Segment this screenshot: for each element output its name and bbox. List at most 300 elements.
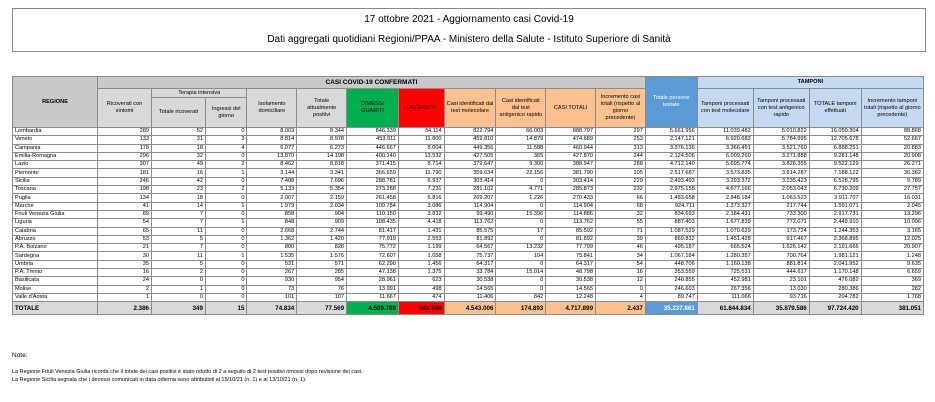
value-cell: 23: [152, 186, 206, 194]
value-cell: 13.030: [753, 285, 809, 293]
value-cell: 5.695.774: [697, 161, 753, 169]
value-cell: 2.034: [297, 202, 347, 210]
value-cell: 6.730.209: [809, 186, 861, 194]
value-cell: 181: [98, 169, 152, 177]
header-casi-totali: CASI TOTALI: [546, 89, 596, 128]
value-cell: 62.290: [347, 260, 399, 268]
value-cell: 4.712.140: [645, 161, 697, 169]
value-cell: 834.693: [645, 210, 697, 218]
value-cell: 15.396: [496, 210, 546, 218]
value-cell: 270.433: [546, 194, 596, 202]
value-cell: 1.768: [861, 293, 923, 301]
value-cell: 1.658: [398, 252, 444, 260]
value-cell: 1.981.121: [809, 252, 861, 260]
value-cell: 288.781: [347, 177, 399, 185]
notes-label: Note:: [12, 352, 28, 359]
value-cell: 14.879: [496, 136, 546, 144]
region-name-cell: Marche: [13, 202, 98, 210]
value-cell: 261.458: [347, 194, 399, 202]
value-cell: 26.271: [861, 161, 923, 169]
value-cell: 5.010.822: [753, 128, 809, 136]
value-cell: 0: [596, 285, 646, 293]
value-cell: 13.232: [496, 244, 546, 252]
value-cell: 822.794: [444, 128, 496, 136]
value-cell: 1.576: [297, 252, 347, 260]
value-cell: 72.607: [347, 252, 399, 260]
table-row: [13, 277, 924, 285]
value-cell: 41: [98, 202, 152, 210]
value-cell: 8.714: [398, 161, 444, 169]
value-cell: 281.102: [444, 186, 496, 194]
value-cell: 104: [496, 252, 546, 260]
value-cell: 6.937: [398, 177, 444, 185]
value-cell: 359.634: [444, 169, 496, 177]
value-cell: 1.226: [496, 194, 546, 202]
value-cell: 5.784.995: [753, 136, 809, 144]
value-cell: 16.050.304: [809, 128, 861, 136]
header-casi-confermati: CASI COVID-19 CONFERMATI: [98, 77, 646, 89]
value-cell: 2.368.895: [809, 235, 861, 243]
value-cell: 71: [596, 227, 646, 235]
value-cell: 400.140: [347, 152, 399, 160]
value-cell: 0: [205, 260, 247, 268]
value-cell: 2: [152, 269, 206, 277]
value-cell: 9.281.148: [809, 152, 861, 160]
value-cell: 20.908: [861, 152, 923, 160]
value-cell: 2.975.158: [645, 186, 697, 194]
value-cell: 49: [152, 161, 206, 169]
value-cell: 11.667: [347, 293, 399, 301]
value-cell: 12.705.678: [809, 136, 861, 144]
value-cell: 349: [152, 302, 206, 315]
value-cell: 0: [205, 194, 247, 202]
value-cell: 9.789: [861, 177, 923, 185]
value-cell: 46: [596, 244, 646, 252]
value-cell: 460.944: [546, 144, 596, 152]
value-cell: 39: [596, 235, 646, 243]
region-name-cell: Basilicata: [13, 277, 98, 285]
table-body: [13, 128, 924, 315]
value-cell: 74.834: [247, 302, 297, 315]
table-row: [13, 227, 924, 235]
value-cell: 1: [98, 293, 152, 301]
value-cell: 0: [496, 219, 546, 227]
value-cell: 0: [205, 293, 247, 301]
value-cell: 99.490: [444, 210, 496, 218]
value-cell: 3.614.287: [753, 169, 809, 177]
value-cell: 6.528.795: [809, 177, 861, 185]
value-cell: 11.039.482: [697, 128, 753, 136]
value-cell: 459.810: [444, 136, 496, 144]
value-cell: 282: [861, 285, 923, 293]
value-cell: 97.724.420: [809, 302, 861, 315]
table-row: [13, 177, 924, 185]
value-cell: 427.870: [546, 152, 596, 160]
value-cell: 3.832: [398, 210, 444, 218]
value-cell: 229: [596, 177, 646, 185]
value-cell: 21: [98, 244, 152, 252]
value-cell: 77.919: [347, 235, 399, 243]
value-cell: 2.159: [297, 194, 347, 202]
value-cell: 379.647: [444, 161, 496, 169]
value-cell: 6.888.251: [809, 144, 861, 152]
value-cell: 0: [205, 227, 247, 235]
value-cell: 5.354: [297, 186, 347, 194]
header-ingressi: Ingressi del giorno: [205, 98, 247, 128]
value-cell: 17: [496, 227, 546, 235]
value-cell: 113.762: [546, 219, 596, 227]
value-cell: 887.403: [645, 219, 697, 227]
value-cell: 3: [205, 136, 247, 144]
value-cell: 2.147.121: [645, 136, 697, 144]
value-cell: 35: [98, 260, 152, 268]
value-cell: 75.737: [444, 252, 496, 260]
value-cell: 1.199: [398, 244, 444, 252]
value-cell: 105: [596, 169, 646, 177]
value-cell: 446.667: [347, 144, 399, 152]
value-cell: 444.617: [753, 269, 809, 277]
value-cell: 64.317: [546, 260, 596, 268]
table-row: [13, 210, 924, 218]
value-cell: 244: [596, 152, 646, 160]
value-cell: 8.003: [247, 128, 297, 136]
value-cell: 772.071: [753, 219, 809, 227]
value-cell: 6.273: [297, 144, 347, 152]
value-cell: 0: [205, 152, 247, 160]
value-cell: 1.067.184: [645, 252, 697, 260]
value-cell: 89: [98, 210, 152, 218]
value-cell: 0: [205, 210, 247, 218]
value-cell: 842: [496, 293, 546, 301]
value-cell: 0: [205, 277, 247, 285]
value-cell: 2.917.731: [809, 210, 861, 218]
value-cell: 85.575: [444, 227, 496, 235]
value-cell: 2.007: [247, 194, 297, 202]
value-cell: 13.991: [347, 285, 399, 293]
value-cell: 12.248: [546, 293, 596, 301]
value-cell: 1.451.428: [697, 235, 753, 243]
header-molecolare: Casi identificati dal test molecolare: [444, 89, 496, 128]
value-cell: 2.449.910: [809, 219, 861, 227]
value-cell: 7: [152, 244, 206, 252]
value-cell: 267.356: [697, 285, 753, 293]
value-cell: 16.031: [861, 194, 923, 202]
value-cell: 31: [152, 136, 206, 144]
value-cell: 141.548: [398, 302, 444, 315]
value-cell: 114.904: [546, 202, 596, 210]
region-name-cell: Sicilia: [13, 177, 98, 185]
report-title: 17 ottobre 2021 - Aggiornamento casi Covid-19: [364, 14, 574, 25]
value-cell: 15.014: [496, 269, 546, 277]
value-cell: 3.235.423: [753, 177, 809, 185]
value-cell: 66: [596, 194, 646, 202]
value-cell: 5.133: [247, 186, 297, 194]
value-cell: 73: [247, 285, 297, 293]
value-cell: 253: [596, 136, 646, 144]
value-cell: 18: [152, 194, 206, 202]
value-cell: 4.500.789: [347, 302, 399, 315]
header-totale-ricoverati: Totale ricoverati: [152, 98, 206, 128]
header-ricoverati: Ricoverati con sintomi: [98, 89, 152, 128]
value-cell: 8.818: [297, 161, 347, 169]
value-cell: 1.087.529: [645, 227, 697, 235]
value-cell: 8.978: [297, 136, 347, 144]
value-cell: 2.045: [861, 202, 923, 210]
value-cell: 3.376.136: [645, 144, 697, 152]
region-name-cell: Toscana: [13, 186, 98, 194]
value-cell: 388.947: [546, 161, 596, 169]
value-cell: 531: [247, 260, 297, 268]
value-cell: 700.764: [753, 252, 809, 260]
region-name-cell: Sardegna: [13, 252, 98, 260]
value-cell: 32: [152, 152, 206, 160]
value-cell: 1.063.523: [753, 194, 809, 202]
value-cell: 101: [247, 293, 297, 301]
header-tamponi: TAMPONI: [697, 77, 923, 89]
value-cell: 81.892: [546, 235, 596, 243]
value-cell: 4.677.166: [697, 186, 753, 194]
value-cell: 2.053.043: [753, 186, 809, 194]
value-cell: 0: [496, 277, 546, 285]
value-cell: 35.237.861: [645, 302, 697, 315]
value-cell: 369: [861, 277, 923, 285]
header-dimessi: DIMESSI GUARITI: [347, 89, 399, 128]
value-cell: 0: [205, 235, 247, 243]
value-cell: 4.418: [398, 219, 444, 227]
value-cell: 366.659: [347, 169, 399, 177]
value-cell: 7.408: [247, 177, 297, 185]
value-cell: 2.553: [398, 235, 444, 243]
value-cell: 0: [496, 235, 546, 243]
value-cell: 2: [98, 285, 152, 293]
value-cell: 198: [98, 186, 152, 194]
header-terapia-intensiva: Terapia intensiva: [152, 89, 247, 98]
value-cell: 1.375: [398, 269, 444, 277]
value-cell: 1.535: [247, 252, 297, 260]
value-cell: 2.124.506: [645, 152, 697, 160]
region-name-cell: Molise: [13, 285, 98, 293]
value-cell: 954: [297, 277, 347, 285]
value-cell: 904: [297, 210, 347, 218]
value-cell: 88.868: [861, 128, 923, 136]
value-cell: 909: [297, 219, 347, 227]
value-cell: 6.009.260: [697, 152, 753, 160]
value-cell: 53: [98, 235, 152, 243]
value-cell: 1: [152, 285, 206, 293]
value-cell: 2: [205, 186, 247, 194]
table-row: [13, 161, 924, 169]
value-cell: 313: [596, 144, 646, 152]
region-name-cell: Valle d'Aosta: [13, 293, 98, 301]
value-cell: 498: [398, 285, 444, 293]
region-name-cell: Liguria: [13, 219, 98, 227]
value-cell: 7: [152, 210, 206, 218]
value-cell: 1.979: [247, 202, 297, 210]
value-cell: 174.893: [496, 302, 546, 315]
value-cell: 240.855: [645, 277, 697, 285]
value-cell: 64.567: [444, 244, 496, 252]
value-cell: 93.716: [753, 293, 809, 301]
value-cell: 1: [205, 252, 247, 260]
value-cell: 16: [98, 269, 152, 277]
value-cell: 285.873: [546, 186, 596, 194]
value-cell: 30.538: [546, 277, 596, 285]
value-cell: 81.417: [347, 227, 399, 235]
total-row: [13, 302, 924, 315]
value-cell: 3.573.835: [697, 169, 753, 177]
value-cell: 7: [152, 219, 206, 227]
value-cell: 2.041.952: [809, 260, 861, 268]
value-cell: 371.415: [347, 161, 399, 169]
value-cell: 2.184.431: [697, 210, 753, 218]
table-row: [13, 219, 924, 227]
value-cell: 3.293.372: [697, 177, 753, 185]
value-cell: 474.689: [546, 136, 596, 144]
value-cell: 1.677.839: [697, 219, 753, 227]
value-cell: 133: [98, 136, 152, 144]
region-name-cell: Emilia-Romagna: [13, 152, 98, 160]
value-cell: 12.025: [861, 235, 923, 243]
value-cell: 3.341: [297, 169, 347, 177]
value-cell: 7.696: [297, 177, 347, 185]
header-isolamento: Isolamento domiciliare: [247, 89, 297, 128]
value-cell: 64.317: [444, 260, 496, 268]
table-row: [13, 285, 924, 293]
table-row: [13, 186, 924, 194]
value-cell: 14.565: [546, 285, 596, 293]
value-cell: 381.790: [546, 169, 596, 177]
value-cell: 16: [596, 269, 646, 277]
value-cell: 733.300: [753, 210, 809, 218]
value-cell: 54: [596, 260, 646, 268]
value-cell: 296: [98, 152, 152, 160]
value-cell: 134: [98, 194, 152, 202]
table-row: [13, 244, 924, 252]
value-cell: 930: [247, 277, 297, 285]
region-name-cell: Lazio: [13, 161, 98, 169]
value-cell: 280.386: [809, 285, 861, 293]
header-totale-tamponi: TOTALE tamponi effettuati: [809, 89, 861, 128]
region-name-cell: Campania: [13, 144, 98, 152]
value-cell: 858: [247, 210, 297, 218]
value-cell: 109.784: [347, 202, 399, 210]
value-cell: 2.386: [98, 302, 152, 315]
value-cell: 13.296: [861, 210, 923, 218]
value-cell: 288: [596, 161, 646, 169]
value-cell: 2.517.687: [645, 169, 697, 177]
value-cell: 1.244.353: [809, 227, 861, 235]
value-cell: 307: [98, 161, 152, 169]
value-cell: 1.362: [247, 235, 297, 243]
value-cell: 5.661.956: [645, 128, 697, 136]
value-cell: 848: [247, 219, 297, 227]
table-row: [13, 269, 924, 277]
value-cell: 0: [205, 269, 247, 277]
value-cell: 285: [297, 269, 347, 277]
region-name-cell: Abruzzo: [13, 235, 98, 243]
value-cell: 303.414: [444, 177, 496, 185]
value-cell: 12: [596, 277, 646, 285]
value-cell: 353.559: [645, 269, 697, 277]
value-cell: 81.892: [444, 235, 496, 243]
value-cell: 11.800: [398, 136, 444, 144]
value-cell: 1.591.071: [809, 202, 861, 210]
value-cell: 1.070.629: [697, 227, 753, 235]
value-cell: 11: [152, 227, 206, 235]
region-name-cell: TOTALE: [13, 302, 98, 315]
value-cell: 13.532: [398, 152, 444, 160]
value-cell: 2.848.184: [697, 194, 753, 202]
value-cell: 3.911.707: [809, 194, 861, 202]
value-cell: 11.406: [444, 293, 496, 301]
value-cell: 427.505: [444, 152, 496, 160]
value-cell: 4.543.006: [444, 302, 496, 315]
value-cell: 0: [152, 277, 206, 285]
value-cell: 48.798: [546, 269, 596, 277]
value-cell: 114.886: [546, 210, 596, 218]
report-subtitle: Dati aggregati quotidiani Regioni/PPAA - Ministero della Salute - Istituto Superiore di Sanità: [267, 34, 671, 45]
value-cell: 32: [596, 210, 646, 218]
value-cell: 3.826.355: [753, 161, 809, 169]
value-cell: 178: [98, 144, 152, 152]
value-cell: 89.747: [645, 293, 697, 301]
value-cell: 204.782: [809, 293, 861, 301]
value-cell: 267: [247, 269, 297, 277]
value-cell: 0: [496, 260, 546, 268]
value-cell: 76: [297, 285, 347, 293]
value-cell: 725.531: [697, 269, 753, 277]
region-name-cell: Piemonte: [13, 169, 98, 177]
value-cell: 2.437: [596, 302, 646, 315]
value-cell: 14.198: [297, 152, 347, 160]
value-cell: 4.771: [496, 186, 546, 194]
value-cell: 924.711: [645, 202, 697, 210]
value-cell: 800: [247, 244, 297, 252]
table-row: [13, 252, 924, 260]
value-cell: 54: [98, 219, 152, 227]
value-cell: 303.414: [546, 177, 596, 185]
value-cell: 113.762: [444, 219, 496, 227]
value-cell: 8.462: [247, 161, 297, 169]
value-cell: 1.373.327: [697, 202, 753, 210]
value-cell: 85.592: [546, 227, 596, 235]
value-cell: 11: [152, 252, 206, 260]
region-name-cell: Umbria: [13, 260, 98, 268]
value-cell: 0: [205, 244, 247, 252]
value-cell: 828: [297, 244, 347, 252]
region-name-cell: Veneto: [13, 136, 98, 144]
value-cell: 0: [205, 128, 247, 136]
value-cell: 0: [496, 177, 546, 185]
value-cell: 6.920.683: [697, 136, 753, 144]
value-cell: 297: [596, 128, 646, 136]
table-row: [13, 194, 924, 202]
header-deceduti: DECEDUTI: [398, 89, 444, 128]
value-cell: 665.524: [697, 244, 753, 252]
value-cell: 449.356: [444, 144, 496, 152]
region-name-cell: P.A. Trento: [13, 269, 98, 277]
table-row: [13, 169, 924, 177]
value-cell: 6.816: [398, 194, 444, 202]
value-cell: 869.832: [645, 235, 697, 243]
value-cell: 52: [152, 128, 206, 136]
value-cell: 1.248: [861, 252, 923, 260]
value-cell: 14.565: [444, 285, 496, 293]
table-row: [13, 235, 924, 243]
value-cell: 232: [596, 186, 646, 194]
value-cell: 15: [205, 302, 247, 315]
value-cell: 3.366.491: [697, 144, 753, 152]
